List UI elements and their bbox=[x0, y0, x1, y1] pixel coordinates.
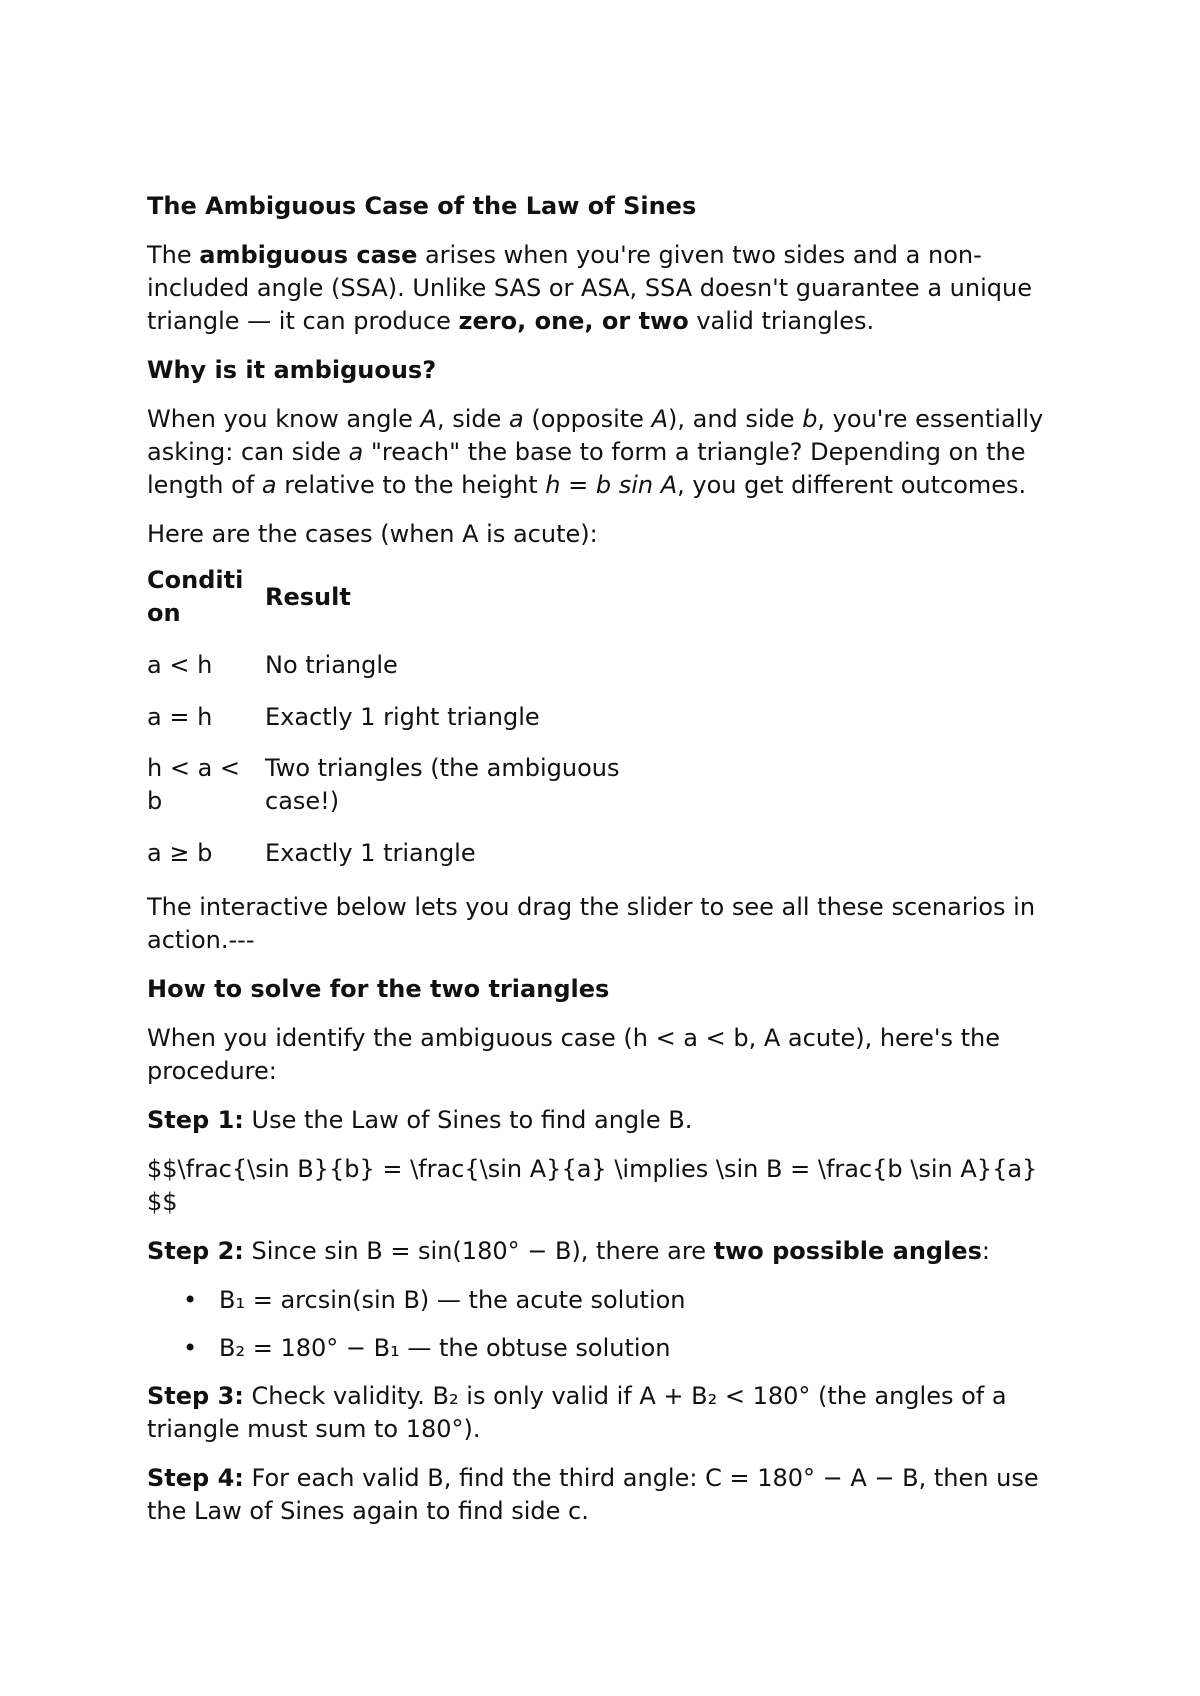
step-4-label: Step 4: bbox=[147, 1464, 244, 1492]
table-cell-condition: a = h bbox=[147, 702, 213, 731]
bullet-icon: • bbox=[183, 1286, 198, 1314]
step-2-bold: two possible angles bbox=[713, 1237, 982, 1265]
table-cell-result: No triangle bbox=[265, 650, 398, 679]
intro-bold-zero-one-two: zero, one, or two bbox=[458, 307, 689, 335]
document-title: The Ambiguous Case of the Law of Sines bbox=[147, 192, 697, 220]
why-paragraph bbox=[147, 403, 1067, 502]
intro-text-3: valid triangles. bbox=[688, 307, 875, 335]
step-2 bbox=[147, 1235, 1067, 1268]
bullet-icon: • bbox=[183, 1334, 198, 1362]
intro-bold-ambiguous-case: ambiguous case bbox=[199, 241, 418, 269]
why-italic-5: a bbox=[348, 438, 364, 466]
step-1-label: Step 1: bbox=[147, 1106, 244, 1134]
step-2-label: Step 2: bbox=[147, 1237, 244, 1265]
table-header-result: Result bbox=[265, 582, 351, 611]
list-item bbox=[147, 1284, 1067, 1317]
list-item-text: B₁ = arcsin(sin B) — the acute solution bbox=[219, 1286, 686, 1314]
table-row bbox=[147, 639, 645, 691]
solve-heading: How to solve for the two triangles bbox=[147, 975, 610, 1003]
formula-latex: $$\frac{\sin B}{b} = \frac{\sin A}{a} \implies \sin B = \frac{b \sin A}{a} $$ bbox=[147, 1155, 1038, 1216]
document-body bbox=[147, 190, 1067, 1544]
intro-text-1: The bbox=[147, 241, 200, 269]
solutions-list bbox=[147, 1284, 1067, 1365]
step-3-text: Check validity. B₂ is only valid if A + B₂ < 180° (the angles of a triangle must sum to 180°). bbox=[147, 1382, 1007, 1443]
solve-intro: When you identify the ambiguous case (h < a < b, A acute), here's the procedure: bbox=[147, 1024, 1001, 1085]
list-item-text: B₂ = 180° − B₁ — the obtuse solution bbox=[219, 1334, 671, 1362]
why-text-8: , you get different outcomes. bbox=[677, 471, 1027, 499]
table-cell-result: Exactly 1 right triangle bbox=[265, 702, 540, 731]
table-cell-result: Exactly 1 triangle bbox=[265, 838, 476, 867]
table-row bbox=[147, 743, 645, 827]
cases-intro: Here are the cases (when A is acute): bbox=[147, 520, 598, 548]
list-item bbox=[147, 1332, 1067, 1365]
why-text-2: , side bbox=[436, 405, 510, 433]
why-italic-1: A bbox=[420, 405, 437, 433]
table-cell-condition: a < h bbox=[147, 650, 213, 679]
step-3 bbox=[147, 1380, 1067, 1446]
table-cell-condition: h < a < b bbox=[147, 754, 241, 815]
table-header-condition: Condition bbox=[147, 566, 244, 627]
intro-paragraph bbox=[147, 239, 1067, 338]
step-2-text-2: : bbox=[981, 1237, 990, 1265]
table-cell-result: Two triangles (the ambiguous case!) bbox=[265, 754, 620, 815]
why-text-4: ), and side bbox=[667, 405, 803, 433]
step-4 bbox=[147, 1462, 1067, 1528]
why-heading: Why is it ambiguous? bbox=[147, 356, 437, 384]
why-text-6: "reach" the base to form a triangle? Depending on the length of bbox=[147, 438, 1026, 499]
why-italic-height-formula: h = b sin A bbox=[545, 471, 678, 499]
why-italic-6: a bbox=[261, 471, 277, 499]
why-text-7: relative to the height bbox=[276, 471, 546, 499]
why-italic-2: a bbox=[509, 405, 524, 433]
why-italic-4: b bbox=[802, 405, 818, 433]
step-1-text: Use the Law of Sines to find angle B. bbox=[243, 1106, 693, 1134]
step-3-label: Step 3: bbox=[147, 1382, 244, 1410]
intro-text-2: arises when you're given two sides and a non-included angle (SSA). Unlike SAS or ASA, SSA doesn't guarantee a unique triangle — it can produce bbox=[147, 241, 1032, 335]
why-text-1: When you know angle bbox=[147, 405, 421, 433]
cases-table bbox=[147, 555, 645, 879]
step-4-text: For each valid B, find the third angle: C = 180° − A − B, then use the Law of Sines again to find side c. bbox=[147, 1464, 1039, 1525]
table-cell-condition: a ≥ b bbox=[147, 838, 213, 867]
why-text-5: , you're essentially asking: can side bbox=[147, 405, 1044, 466]
table-row bbox=[147, 827, 645, 879]
table-header-row bbox=[147, 555, 645, 639]
interactive-note: The interactive below lets you drag the slider to see all these scenarios in action.--- bbox=[147, 893, 1036, 954]
why-text-3: (opposite bbox=[523, 405, 652, 433]
step-2-text-1: Since sin B = sin(180° − B), there are bbox=[243, 1237, 714, 1265]
step-1 bbox=[147, 1104, 1067, 1137]
table-row bbox=[147, 691, 645, 743]
why-italic-3: A bbox=[651, 405, 668, 433]
